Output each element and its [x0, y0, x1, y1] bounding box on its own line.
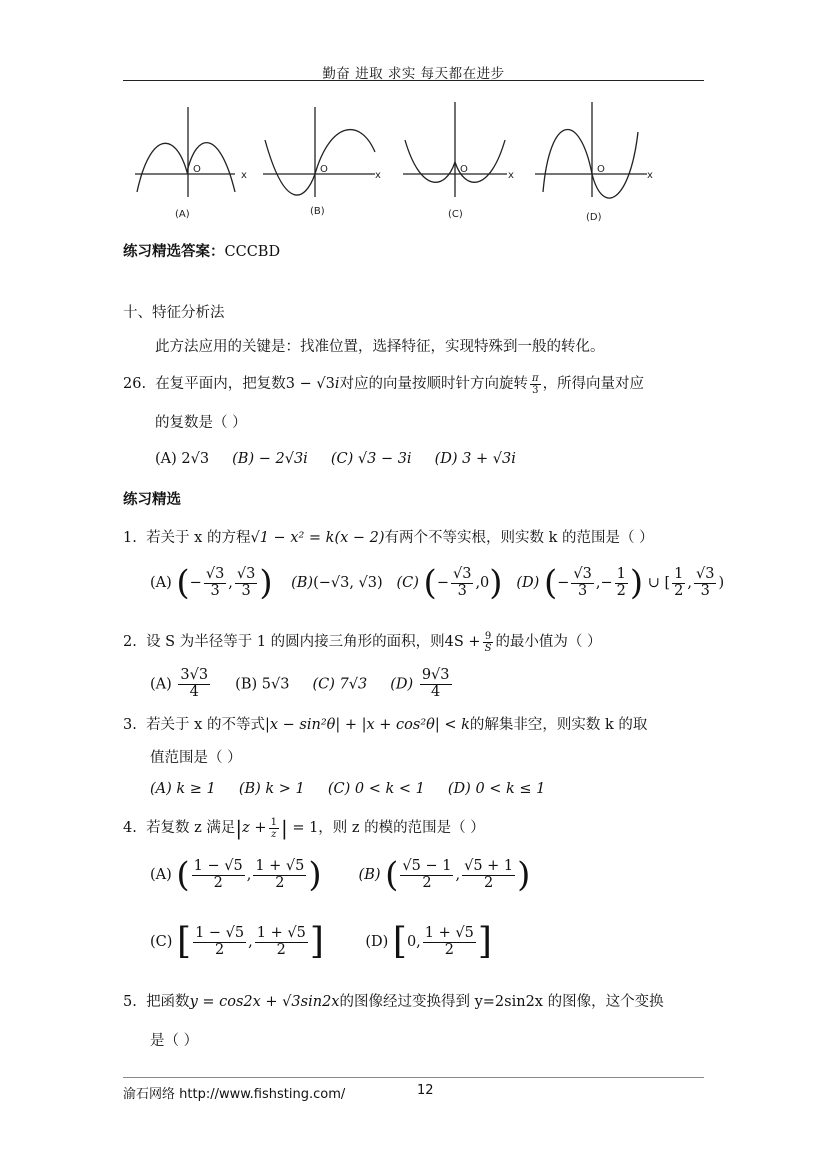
practice-4: 4. 若复数 z 满足|z + $\frac{1}{z}$ | = 1，则 z 的模的范围是（ ） — [123, 816, 485, 840]
section-title: 十、特征分析法 — [123, 305, 225, 321]
practice-1: 1. 若关于 x 的方程√1 − x² = k(x − 2)有两个不等实根，则实数 k 的范围是（ ） — [123, 530, 654, 546]
svg-text:(A): (A) — [175, 209, 190, 220]
practice-4-options-cd: (C) [ $\frac{1 - √5}{2}$ , $\frac{1 + √5}{2}$ ] (D) [0, $\frac{1 + √5}{2}$ ] — [150, 921, 492, 962]
svg-text:O: O — [320, 164, 328, 175]
answers-line: 练习精选答案：CCCBD — [123, 243, 281, 260]
practice-3-options: (A) k ≥ 1 (B) k > 1 (C) 0 < k < 1 (D) 0 < k ≤ 1 — [150, 781, 546, 797]
svg-text:x: x — [508, 170, 514, 181]
practice-5-line2: 是（ ） — [150, 1033, 199, 1049]
svg-text:(B): (B) — [310, 206, 325, 217]
svg-text:O: O — [193, 164, 201, 175]
svg-text:(D): (D) — [586, 212, 602, 222]
practice-2: 2. 设 S 为半径等于 1 的圆内接三角形的面积，则4S + $\frac{9}{S}$ 的最小值为（ ） — [123, 630, 602, 654]
question-26-line2: 的复数是（ ） — [155, 415, 247, 431]
section-intro: 此方法应用的关键是：找准位置，选择特征，实现特殊到一般的转化。 — [155, 339, 605, 355]
page-header: 勤奋 进取 求实 每天都在进步 — [322, 66, 505, 82]
practice-1-options: (A) (− $\frac{√3}{3}$ , $\frac{√3}{3}$ ) (B)(−√3, √3) (C) (− $\frac{√3}{3}$ ,0) (D) (− $\frac{√3}{3}$ ,− $\frac{1}{2}$ ) ∪ [ $\frac{1}{2}$ , $\frac{√3}{3}$ ) — [150, 563, 725, 603]
svg-text:x: x — [647, 170, 653, 181]
footer-site: 渝石网络 http://www.fishsting.com/ — [123, 1087, 346, 1102]
practice-3-line2: 值范围是（ ） — [150, 750, 242, 766]
svg-text:x: x — [241, 170, 247, 181]
practice-5: 5. 把函数y = cos2x + √3sin2x的图像经过变换得到 y=2sin2x 的图像，这个变换 — [123, 994, 664, 1010]
question-26: 26. 在复平面内，把复数3 − √3i对应的向量按顺时针方向旋转 $\frac{\pi}{3}$ ，所得向量对应 — [123, 372, 645, 396]
question-26-options: (A) 2√3 (B) − 2√3i (C) √3 − 3i (D) 3 + √3i — [155, 451, 516, 467]
practice-title: 练习精选 — [123, 491, 181, 508]
practice-4-options-ab: (A) ( $\frac{1 - √5}{2}$ , $\frac{1 + √5}{2}$ ) (B) ( $\frac{√5 - 1}{2}$ , $\frac{√5 + 1}{2}$ ) — [150, 855, 531, 895]
svg-text:O: O — [597, 164, 605, 175]
header-rule — [123, 80, 704, 81]
footer-rule — [123, 1077, 704, 1078]
practice-3: 3. 若关于 x 的不等式|x − sin²θ| + |x + cos²θ| < k的解集非空，则实数 k 的取 — [123, 717, 648, 733]
svg-text:(C): (C) — [448, 209, 463, 220]
svg-text:x: x — [375, 170, 381, 181]
svg-text:O: O — [460, 164, 468, 175]
answer-graphs — [125, 92, 665, 222]
page-number: 12 — [417, 1083, 434, 1098]
practice-2-options: (A) $\frac{3√3}{4}$ (B) 5√3 (C) 7√3 (D) $\frac{9√3}{4}$ — [150, 667, 450, 700]
